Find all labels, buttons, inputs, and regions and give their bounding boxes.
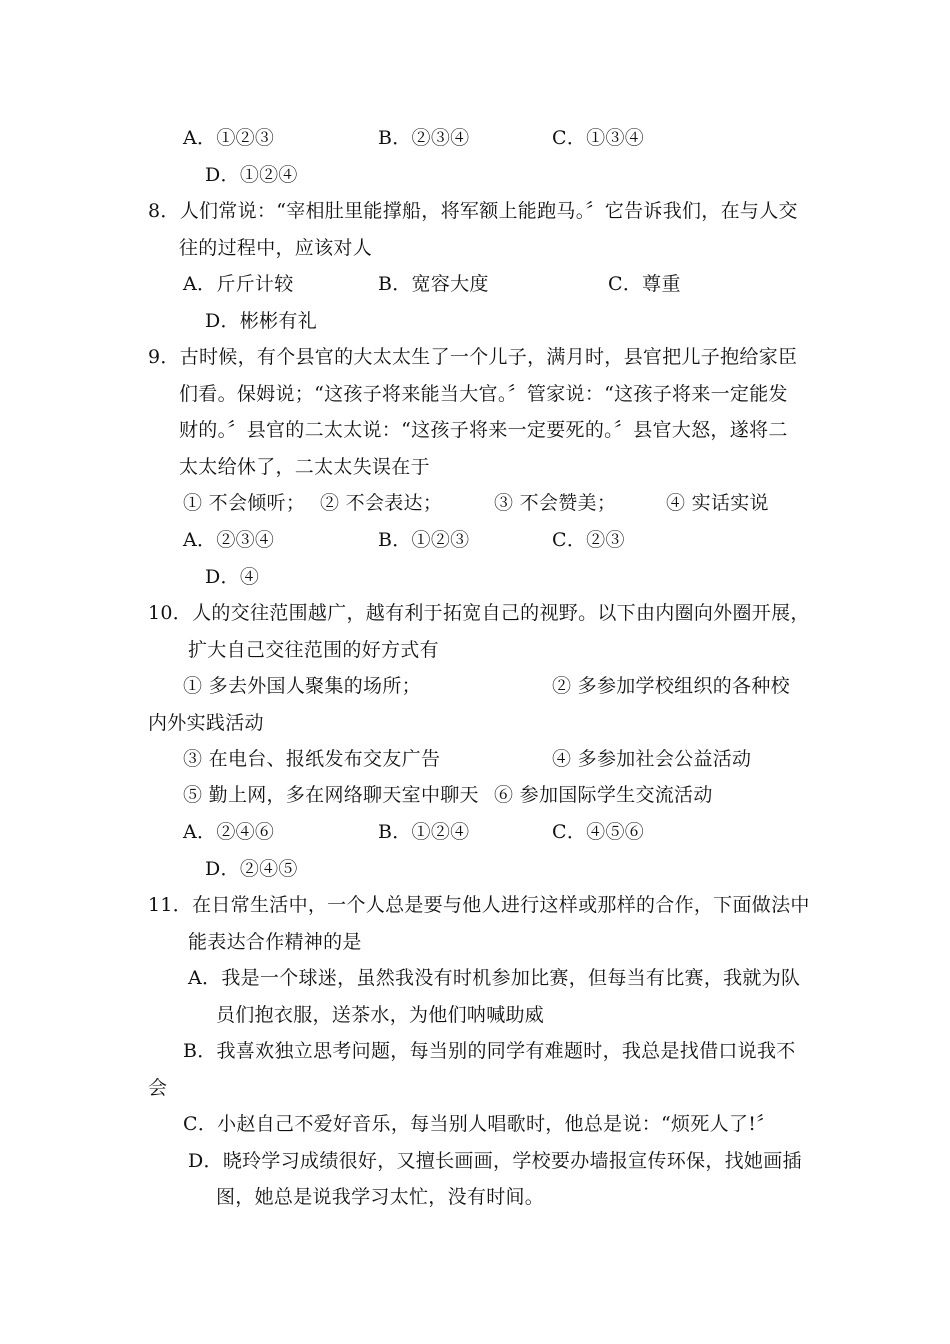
q9-option-a: A．②③④: [183, 529, 275, 551]
q11-option-b-line1: B．我喜欢独立思考问题，每当别的同学有难题时，我总是找借口说我不: [183, 1040, 796, 1062]
q11-option-d-line2: 图，她总是说我学习太忙，没有时间。: [216, 1186, 545, 1208]
q10-statement-2: ② 多参加学校组织的各种校: [552, 675, 790, 697]
q9-statement-1: ① 不会倾听；: [183, 492, 306, 514]
q10-statement-3: ③ 在电台、报纸发布交友广告: [183, 748, 441, 770]
q10-option-b: B．①②④: [378, 821, 470, 843]
q11-option-c: C．小赵自己不爱好音乐，每当别人唱歌时，他总是说：“烦死人了!〞: [183, 1113, 776, 1135]
q10-statement-1: ① 多去外国人聚集的场所；: [183, 675, 421, 697]
q7-option-d: D．①②④: [205, 164, 298, 186]
q8-option-a: A．斤斤计较: [183, 273, 294, 295]
q9-stem-line2: 们看。保姆说；“这孩子将来能当大官。〞管家说：“这孩子将来一定能发: [179, 383, 788, 405]
q8-option-d: D．彬彬有礼: [205, 310, 318, 332]
q8-stem-line1: 8．人们常说：“宰相肚里能撑船，将军额上能跑马。〞它告诉我们，在与人交: [148, 200, 798, 222]
q11-option-a-line2: 员们抱衣服，送茶水，为他们呐喊助威: [216, 1004, 545, 1026]
q10-stem-line2: 扩大自己交往范围的好方式有: [188, 639, 439, 661]
q9-option-b: B．①②③: [378, 529, 470, 551]
q7-option-b: B．②③④: [378, 127, 470, 149]
q8-stem-line2: 往的过程中，应该对人: [179, 237, 373, 259]
q8-option-c: C．尊重: [608, 273, 681, 295]
q10-option-a: A．②④⑥: [183, 821, 275, 843]
q10-stem-line1: 10．人的交往范围越广，越有利于拓宽自己的视野。以下由内圈向外圈开展，: [148, 602, 810, 624]
q10-statement-6: ⑥ 参加国际学生交流活动: [494, 784, 713, 806]
q11-option-d-line1: D．晓玲学习成绩很好，又擅长画画，学校要办墙报宣传环保，找她画插: [188, 1150, 802, 1172]
q9-stem-line1: 9．古时候，有个县官的大太太生了一个儿子，满月时，县官把儿子抱给家臣: [148, 346, 798, 368]
q11-stem-line1: 11．在日常生活中，一个人总是要与他人进行这样或那样的合作，下面做法中: [148, 894, 810, 916]
q11-option-a-line1: A．我是一个球迷，虽然我没有时机参加比赛，但每当有比赛，我就为队: [188, 967, 801, 989]
q10-statement-4: ④ 多参加社会公益活动: [552, 748, 752, 770]
q10-option-d: D．②④⑤: [205, 858, 298, 880]
q9-option-c: C．②③: [552, 529, 625, 551]
q11-stem-line2: 能表达合作精神的是: [188, 931, 362, 953]
q9-option-d: D．④: [205, 566, 260, 588]
q11-option-b-line2: 会: [148, 1077, 168, 1099]
q10-option-c: C．④⑤⑥: [552, 821, 645, 843]
q9-statement-4: ④ 实话实说: [666, 492, 769, 514]
q10-statement-2-cont: 内外实践活动: [148, 712, 264, 734]
q9-statement-2: ② 不会表达；: [320, 492, 443, 514]
q9-stem-line3: 财的。〞县官的二太太说：“这孩子将来一定要死的。〞县官大怒，遂将二: [179, 419, 788, 441]
q8-option-b: B．宽容大度: [378, 273, 489, 295]
q10-statement-5: ⑤ 勤上网，多在网络聊天室中聊天: [183, 784, 479, 806]
q9-stem-line4: 太太给休了，二太太失误在于: [179, 456, 430, 478]
q7-option-c: C．①③④: [552, 127, 645, 149]
q7-option-a: A．①②③: [183, 127, 275, 149]
q9-statement-3: ③ 不会赞美；: [494, 492, 617, 514]
